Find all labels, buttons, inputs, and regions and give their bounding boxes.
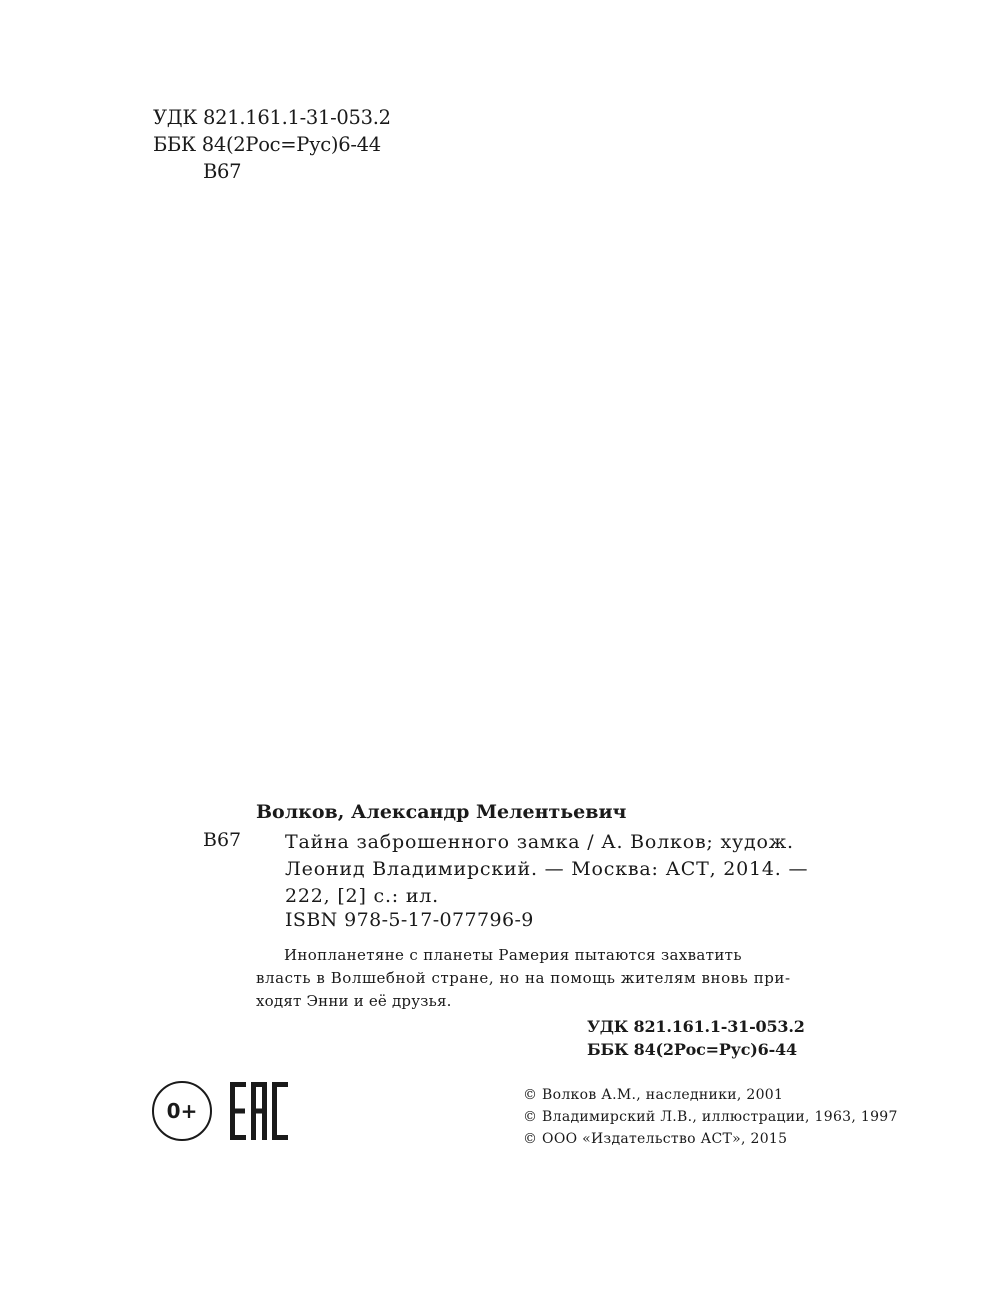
bibliographic-description (285, 829, 809, 910)
annotation (256, 944, 791, 1013)
age-rating-badge (152, 1081, 212, 1141)
record-line: Тайна заброшенного замка / А. Волков; худож. (285, 831, 794, 853)
annotation-line: Инопланетяне с планеты Рамерия пытаются захватить (284, 946, 742, 964)
bottom-udk-code: УДК 821.161.1-31-053.2 (587, 1017, 805, 1036)
udk-code: УДК 821.161.1-31-053.2 (153, 106, 391, 129)
annotation-line: ходят Энни и её друзья. (256, 992, 452, 1010)
age-rating-text: 0+ (166, 1099, 198, 1123)
copyright-line: © Волков А.М., наследники, 2001 (523, 1087, 784, 1103)
bbk-code: ББК 84(2Рос=Рус)6-44 (153, 133, 381, 156)
eac-certification-icon (230, 1082, 288, 1140)
bottom-bbk-code: ББК 84(2Рос=Рус)6-44 (587, 1040, 797, 1059)
isbn: ISBN 978-5-17-077796-9 (285, 909, 534, 931)
copyright-line: © Владимирский Л.В., иллюстрации, 1963, 1997 (523, 1109, 898, 1125)
record-line: 222, [2] с.: ил. (285, 885, 439, 907)
copyright-notices (523, 1084, 898, 1150)
copyright-line: © ООО «Издательство АСТ», 2015 (523, 1131, 788, 1147)
cutter-code: В67 (203, 160, 242, 183)
author-heading: Волков, Александр Мелентьевич (256, 801, 627, 823)
annotation-line: власть в Волшебной стране, но на помощь жителям вновь при- (256, 969, 791, 987)
record-cutter: В67 (203, 829, 242, 851)
bottom-classification-codes (587, 1015, 805, 1061)
classification-codes (153, 104, 391, 185)
record-line: Леонид Владимирский. — Москва: АСТ, 2014. — (285, 858, 809, 880)
